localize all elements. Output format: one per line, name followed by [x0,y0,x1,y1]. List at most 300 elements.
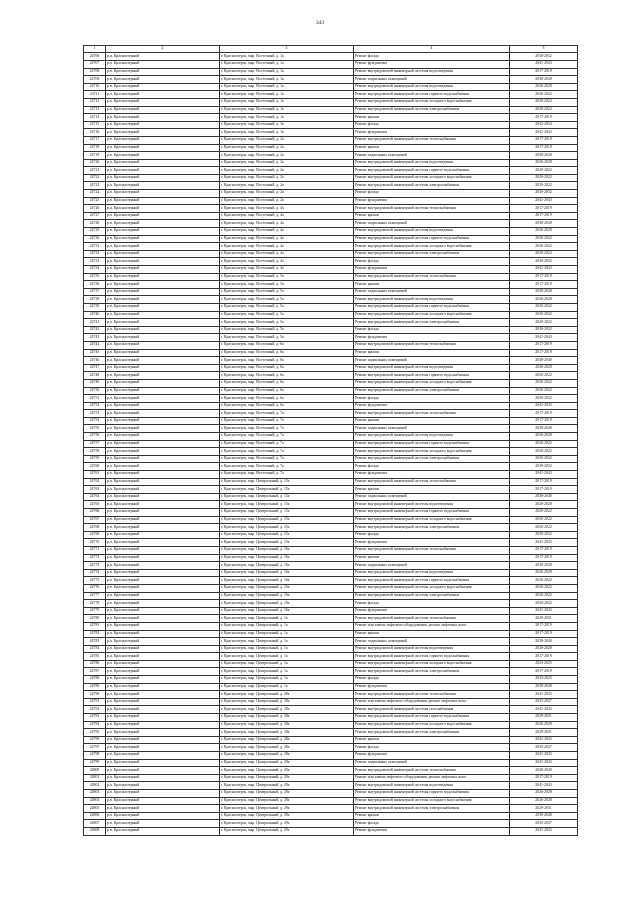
work-type-cell: Ремонт крыши [354,630,510,638]
work-type-cell: Ремонт подвальных помещений [354,288,510,296]
work-type-cell: Ремонт фасада [354,326,510,334]
row-number-cell: 24767 [84,516,106,524]
work-type-cell: Ремонт крыши [354,281,510,289]
table-row [84,357,578,365]
work-type-cell: Ремонт подвальных помещений [354,152,510,160]
locality-cell: р.п. Красноозерный [106,600,220,608]
row-number-cell: 24800 [84,767,106,775]
locality-cell: р.п. Красноозерный [106,744,220,752]
address-cell: г. Красноозерск, мкр. Восточный, д. 1а [220,121,354,129]
locality-cell: р.п. Красноозерный [106,638,220,646]
work-type-cell: Ремонт фасада [354,676,510,684]
row-number-cell: 24790 [84,691,106,699]
period-cell: 2020-2022 [510,98,578,106]
locality-cell: р.п. Красноозерный [106,235,220,243]
table-row [84,190,578,198]
table-row [84,805,578,813]
locality-cell: р.п. Красноозерный [106,615,220,623]
work-type-cell: Ремонт фундамента [354,197,510,205]
locality-cell: р.п. Красноозерный [106,98,220,106]
table-row [84,478,578,486]
period-cell: 2020-2022 [510,387,578,395]
address-cell: г. Красноозерск, мкр. Восточный, д. 6а [220,357,354,365]
work-type-cell: Ремонт подвальных помещений [354,220,510,228]
table-row [84,220,578,228]
table-row [84,91,578,99]
locality-cell: р.п. Красноозерный [106,524,220,532]
row-number-cell: 24755 [84,425,106,433]
table-row [84,212,578,220]
period-cell: 2030-2032 [510,326,578,334]
locality-cell: р.п. Красноозерный [106,433,220,441]
work-type-cell: Ремонт крыши [354,212,510,220]
period-cell: 2026-2028 [510,364,578,372]
work-type-cell: Ремонт крыши [354,144,510,152]
period-cell: 2020-2022 [510,319,578,327]
address-cell: г. Красноозерск, мкр. Центральный, д. 1а [220,660,354,668]
table-row [84,789,578,797]
address-cell: г. Красноозерск, мкр. Центральный, д. 28а [220,706,354,714]
table-row [84,812,578,820]
work-type-cell: Ремонт внутридомовой инженерной системы теплоснабжения [354,691,510,699]
period-cell: 2038-2040 [510,562,578,570]
locality-cell: р.п. Красноозерный [106,501,220,509]
period-cell: 2017-2019 [510,144,578,152]
period-cell: 2041-2043 [510,691,578,699]
address-cell: г. Красноозерск, мкр. Центральный, д. 16а [220,607,354,615]
table-row [84,235,578,243]
table-row [84,744,578,752]
work-type-cell: Ремонт фундамента [354,827,510,835]
row-number-cell: 24713 [84,106,106,114]
address-cell: г. Красноозерск, мкр. Восточный, д. 6а [220,387,354,395]
locality-cell: р.п. Красноозерный [106,486,220,494]
table-row [84,774,578,782]
table-row [84,668,578,676]
address-cell: г. Красноозерск, мкр. Центральный, д. 28а [220,698,354,706]
period-cell: 2038-2040 [510,152,578,160]
work-type-cell: Ремонт фундамента [354,60,510,68]
period-cell: 2017-2019 [510,349,578,357]
table-row [84,455,578,463]
row-number-cell: 24707 [84,60,106,68]
period-cell: 2026-2028 [510,797,578,805]
address-cell: г. Красноозерск, мкр. Восточный, д. 6а [220,364,354,372]
work-type-cell: Ремонт крыши [354,486,510,494]
locality-cell: р.п. Красноозерный [106,607,220,615]
work-type-cell: Ремонт внутридомовой инженерной системы холодного водоснабжения [354,516,510,524]
period-cell: 2030-2032 [510,531,578,539]
period-cell: 2020-2022 [510,584,578,592]
period-cell: 2017-2019 [510,417,578,425]
work-type-cell: Ремонт крыши [354,736,510,744]
table-row [84,60,578,68]
period-cell: 2026-2028 [510,296,578,304]
table-row [84,288,578,296]
work-type-cell: Ремонт фасада [354,744,510,752]
locality-cell: р.п. Красноозерный [106,319,220,327]
table-row [84,83,578,91]
table-row [84,698,578,706]
row-number-cell: 24796 [84,736,106,744]
table-row [84,653,578,661]
table-row [84,68,578,76]
table-row [84,258,578,266]
locality-cell: р.п. Красноозерный [106,190,220,198]
locality-cell: р.п. Красноозерный [106,60,220,68]
period-cell: 2020-2022 [510,509,578,517]
period-cell: 2041-2043 [510,471,578,479]
address-cell: г. Красноозерск, мкр. Восточный, д. 5а [220,273,354,281]
address-cell: г. Красноозерск, мкр. Центральный, д. 15а [220,524,354,532]
work-type-cell: Ремонт внутридомовой инженерной системы электроснабжения [354,106,510,114]
address-cell: г. Красноозерск, мкр. Восточный, д. 5а [220,296,354,304]
address-cell: г. Красноозерск, мкр. Центральный, д. 1а [220,645,354,653]
table-row [84,577,578,585]
table-body [84,53,578,835]
address-cell: г. Красноозерск, мкр. Центральный, д. 28а [220,729,354,737]
work-type-cell: Ремонт фасада [354,531,510,539]
address-cell: г. Красноозерск, мкр. Центральный, д. 1а [220,653,354,661]
address-cell: г. Красноозерск, мкр. Центральный, д. 28а [220,752,354,760]
period-cell: 2041-2043 [510,60,578,68]
period-cell: 2030-2032 [510,395,578,403]
address-cell: г. Красноозерск, мкр. Восточный, д. 2а [220,174,354,182]
row-number-cell: 24785 [84,653,106,661]
table-row [84,827,578,835]
locality-cell: р.п. Красноозерный [106,357,220,365]
locality-cell: р.п. Красноозерный [106,174,220,182]
address-cell: г. Красноозерск, мкр. Центральный, д. 16а [220,554,354,562]
period-cell: 2020-2022 [510,524,578,532]
work-type-cell: Ремонт внутридомовой инженерной системы водоотведения [354,228,510,236]
work-type-cell: Ремонт внутридомовой инженерной системы холодного водоснабжения [354,243,510,251]
locality-cell: р.п. Красноозерный [106,577,220,585]
address-cell: г. Красноозерск, мкр. Центральный, д. 29а [220,789,354,797]
period-cell: 2038-2040 [510,288,578,296]
work-type-cell: Ремонт внутридомовой инженерной системы водоотведения [354,296,510,304]
work-type-cell: Ремонт внутридомовой инженерной системы горячего водоснабжения [354,440,510,448]
locality-cell: р.п. Красноозерный [106,121,220,129]
period-cell: 2017-2019 [510,281,578,289]
work-type-cell: Ремонт внутридомовой инженерной системы электроснабжения [354,387,510,395]
address-cell: г. Красноозерск, мкр. Восточный, д. 2а [220,144,354,152]
work-type-cell: Ремонт внутридомовой инженерной системы водоотведения [354,68,510,76]
period-cell: 2017-2019 [510,668,578,676]
address-cell: г. Красноозерск, мкр. Центральный, д. 1а [220,630,354,638]
row-number-cell: 24747 [84,364,106,372]
period-cell: 2017-2019 [510,622,578,630]
work-type-cell: Ремонт фундамента [354,539,510,547]
address-cell: г. Красноозерск, мкр. Восточный, д. 7а [220,448,354,456]
locality-cell: р.п. Красноозерный [106,106,220,114]
period-cell: 2030-2032 [510,190,578,198]
locality-cell: р.п. Красноозерный [106,478,220,486]
period-cell: 2020-2022 [510,592,578,600]
table-row [84,706,578,714]
row-number-cell: 24725 [84,197,106,205]
locality-cell: р.п. Красноозерный [106,266,220,274]
work-type-cell: Ремонт внутридомовой инженерной системы теплоснабжения [354,205,510,213]
address-cell: г. Красноозерск, мкр. Центральный, д. 29а [220,767,354,775]
table-row [84,630,578,638]
table-row [84,729,578,737]
address-cell: г. Красноозерск, мкр. Центральный, д. 1а [220,615,354,623]
period-cell: 2017-2019 [510,630,578,638]
work-type-cell: Ремонт внутридомовой инженерной системы газоснабжения [354,706,510,714]
period-cell: 2038-2040 [510,357,578,365]
table-header [84,46,578,53]
table-row [84,516,578,524]
work-type-cell: Ремонт внутридомовой инженерной системы водоотведения [354,569,510,577]
table-row [84,159,578,167]
row-number-cell: 24735 [84,273,106,281]
period-cell: 2041-2043 [510,402,578,410]
work-type-cell: Ремонт подвальных помещений [354,638,510,646]
period-cell: 2029-2031 [510,714,578,722]
row-number-cell: 24764 [84,493,106,501]
address-cell: г. Красноозерск, мкр. Восточный, д. 7а [220,410,354,418]
table-row [84,622,578,630]
row-number-cell: 24784 [84,645,106,653]
table-row [84,645,578,653]
work-type-cell: Ремонт внутридомовой инженерной системы теплоснабжения [354,767,510,775]
period-cell: 2038-2040 [510,767,578,775]
locality-cell: р.п. Красноозерный [106,584,220,592]
locality-cell: р.п. Красноозерный [106,182,220,190]
work-type-cell: Ремонт внутридомовой инженерной системы водоотведения [354,645,510,653]
period-cell: 2020-2022 [510,516,578,524]
period-cell: 2038-2040 [510,638,578,646]
locality-cell: р.п. Красноозерный [106,129,220,137]
row-number-cell: 24711 [84,91,106,99]
row-number-cell: 24789 [84,683,106,691]
locality-cell: р.п. Красноозерный [106,296,220,304]
row-number-cell: 24727 [84,212,106,220]
table-row [84,326,578,334]
address-cell: г. Красноозерск, мкр. Восточный, д. 2а [220,182,354,190]
table-row [84,820,578,828]
table-row [84,767,578,775]
locality-cell: р.п. Красноозерный [106,706,220,714]
work-type-cell: Ремонт внутридомовой инженерной системы холодного водоснабжения [354,379,510,387]
table-row [84,531,578,539]
work-type-cell: Ремонт подвальных помещений [354,759,510,767]
table-row [84,782,578,790]
address-cell: г. Красноозерск, мкр. Восточный, д. 7а [220,417,354,425]
work-type-cell: Ремонт или замена лифтового оборудования, ремонт лифтовых шахт [354,622,510,630]
work-type-cell: Ремонт внутридомовой инженерной системы холодного водоснабжения [354,448,510,456]
work-type-cell: Ремонт внутридомовой инженерной системы электроснабжения [354,524,510,532]
row-number-cell: 24769 [84,531,106,539]
period-cell: 2017-2019 [510,554,578,562]
table-row [84,319,578,327]
work-type-cell: Ремонт фасада [354,190,510,198]
work-type-cell: Ремонт или замена лифтового оборудования, ремонт лифтовых шахт [354,698,510,706]
period-cell: 2026-2028 [510,228,578,236]
table-row [84,569,578,577]
table-row [84,683,578,691]
work-type-cell: Ремонт внутридомовой инженерной системы горячего водоснабжения [354,235,510,243]
locality-cell: р.п. Красноозерный [106,539,220,547]
row-number-cell: 24719 [84,152,106,160]
period-cell: 2017-2019 [510,486,578,494]
address-cell: г. Красноозерск, мкр. Восточный, д. 7а [220,440,354,448]
locality-cell: р.п. Красноозерный [106,827,220,835]
period-cell: 2041-2043 [510,736,578,744]
row-number-cell: 24751 [84,395,106,403]
period-cell: 2026-2028 [510,721,578,729]
locality-cell: р.п. Красноозерный [106,417,220,425]
period-cell: 2026-2028 [510,645,578,653]
period-cell: 2026-2028 [510,789,578,797]
table-row [84,600,578,608]
locality-cell: р.п. Красноозерный [106,493,220,501]
table-row [84,129,578,137]
period-cell: 2041-2043 [510,759,578,767]
locality-cell: р.п. Красноозерный [106,455,220,463]
locality-cell: р.п. Красноозерный [106,228,220,236]
row-number-cell: 24715 [84,121,106,129]
address-cell: г. Красноозерск, мкр. Восточный, д. 1а [220,60,354,68]
work-type-cell: Ремонт внутридомовой инженерной системы горячего водоснабжения [354,577,510,585]
locality-cell: р.п. Красноозерный [106,258,220,266]
row-number-cell: 24763 [84,486,106,494]
row-number-cell: 24793 [84,714,106,722]
locality-cell: р.п. Красноозерный [106,691,220,699]
row-number-cell: 24801 [84,774,106,782]
row-number-cell: 24726 [84,205,106,213]
work-type-cell: Ремонт крыши [354,554,510,562]
period-cell: 2038-2040 [510,493,578,501]
locality-cell: р.п. Красноозерный [106,592,220,600]
address-cell: г. Красноозерск, мкр. Центральный, д. 1а [220,676,354,684]
table-row [84,341,578,349]
address-cell: г. Красноозерск, мкр. Центральный, д. 15а [220,501,354,509]
work-type-cell: Ремонт внутридомовой инженерной системы электроснабжения [354,592,510,600]
address-cell: г. Красноозерск, мкр. Восточный, д. 5а [220,303,354,311]
table-row [84,410,578,418]
row-number-cell: 24757 [84,440,106,448]
table-row [84,425,578,433]
work-type-cell: Ремонт внутридомовой инженерной системы электроснабжения [354,668,510,676]
locality-cell: р.п. Красноозерный [106,341,220,349]
address-cell: г. Красноозерск, мкр. Центральный, д. 15а [220,493,354,501]
row-number-cell: 24754 [84,417,106,425]
row-number-cell: 24799 [84,759,106,767]
period-cell: 2017-2019 [510,774,578,782]
address-cell: г. Красноозерск, мкр. Восточный, д. 7а [220,463,354,471]
address-cell: г. Красноозерск, мкр. Восточный, д. 6а [220,341,354,349]
period-cell: 2020-2022 [510,440,578,448]
table-row [84,372,578,380]
period-cell: 2023-2025 [510,676,578,684]
work-type-cell: Ремонт внутридомовой инженерной системы водоотведения [354,782,510,790]
locality-cell: р.п. Красноозерный [106,83,220,91]
row-number-cell: 24716 [84,129,106,137]
address-cell: г. Красноозерск, мкр. Центральный, д. 29а [220,774,354,782]
row-number-cell: 24749 [84,379,106,387]
work-type-cell: Ремонт фундамента [354,683,510,691]
period-cell: 2017-2019 [510,653,578,661]
table-row [84,136,578,144]
work-type-cell: Ремонт внутридомовой инженерной системы электроснабжения [354,319,510,327]
work-type-cell: Ремонт внутридомовой инженерной системы теплоснабжения [354,273,510,281]
row-number-cell: 24738 [84,296,106,304]
row-number-cell: 24802 [84,782,106,790]
table-row [84,167,578,175]
table-row [84,106,578,114]
row-number-cell: 24761 [84,471,106,479]
period-cell: 2038-2040 [510,220,578,228]
table-row [84,311,578,319]
period-cell: 2041-2043 [510,539,578,547]
period-cell: 2026-2028 [510,501,578,509]
address-cell: г. Красноозерск, мкр. Восточный, д. 1а [220,68,354,76]
period-cell: 2030-2032 [510,258,578,266]
work-type-cell: Ремонт крыши [354,114,510,122]
table-row [84,144,578,152]
table-row [84,546,578,554]
work-type-cell: Ремонт внутридомовой инженерной системы водоотведения [354,159,510,167]
period-cell: 2020-2022 [510,235,578,243]
column-header: 4 [354,46,510,53]
period-cell: 2035-2037 [510,820,578,828]
locality-cell: р.п. Красноозерный [106,805,220,813]
period-cell: 2020-2022 [510,311,578,319]
work-type-cell: Ремонт внутридомовой инженерной системы холодного водоснабжения [354,174,510,182]
address-cell: г. Красноозерск, мкр. Центральный, д. 15а [220,531,354,539]
work-type-cell: Ремонт внутридомовой инженерной системы горячего водоснабжения [354,167,510,175]
table-row [84,486,578,494]
locality-cell: р.п. Красноозерный [106,76,220,84]
address-cell: г. Красноозерск, мкр. Центральный, д. 29а [220,797,354,805]
period-cell: 2020-2022 [510,303,578,311]
address-cell: г. Красноозерск, мкр. Восточный, д. 1а [220,129,354,137]
address-cell: г. Красноозерск, мкр. Восточный, д. 1а [220,53,354,61]
table-row [84,721,578,729]
period-cell: 2041-2043 [510,334,578,342]
locality-cell: р.п. Красноозерный [106,364,220,372]
locality-cell: р.п. Красноозерный [106,372,220,380]
locality-cell: р.п. Красноозерный [106,349,220,357]
locality-cell: р.п. Красноозерный [106,334,220,342]
locality-cell: р.п. Красноозерный [106,676,220,684]
address-cell: г. Красноозерск, мкр. Восточный, д. 6а [220,349,354,357]
period-cell: 2041-2043 [510,782,578,790]
period-cell: 2020-2022 [510,250,578,258]
period-cell: 2017-2019 [510,212,578,220]
table-row [84,174,578,182]
address-cell: г. Красноозерск, мкр. Центральный, д. 28а [220,691,354,699]
address-cell: г. Красноозерск, мкр. Центральный, д. 29а [220,759,354,767]
work-type-cell: Ремонт фундамента [354,471,510,479]
work-type-cell: Ремонт фундамента [354,129,510,137]
table-row [84,228,578,236]
period-cell: 2017-2019 [510,205,578,213]
row-number-cell: 24774 [84,569,106,577]
period-cell: 2020-2022 [510,106,578,114]
locality-cell: р.п. Красноозерный [106,410,220,418]
work-type-cell: Ремонт внутридомовой инженерной системы водоотведения [354,433,510,441]
work-type-cell: Ремонт фундамента [354,402,510,410]
address-cell: г. Красноозерск, мкр. Восточный, д. 1а [220,83,354,91]
period-cell: 2017-2019 [510,410,578,418]
locality-cell: р.п. Красноозерный [106,402,220,410]
table-row [84,509,578,517]
work-type-cell: Ремонт внутридомовой инженерной системы горячего водоснабжения [354,91,510,99]
address-cell: г. Красноозерск, мкр. Восточный, д. 2а [220,159,354,167]
